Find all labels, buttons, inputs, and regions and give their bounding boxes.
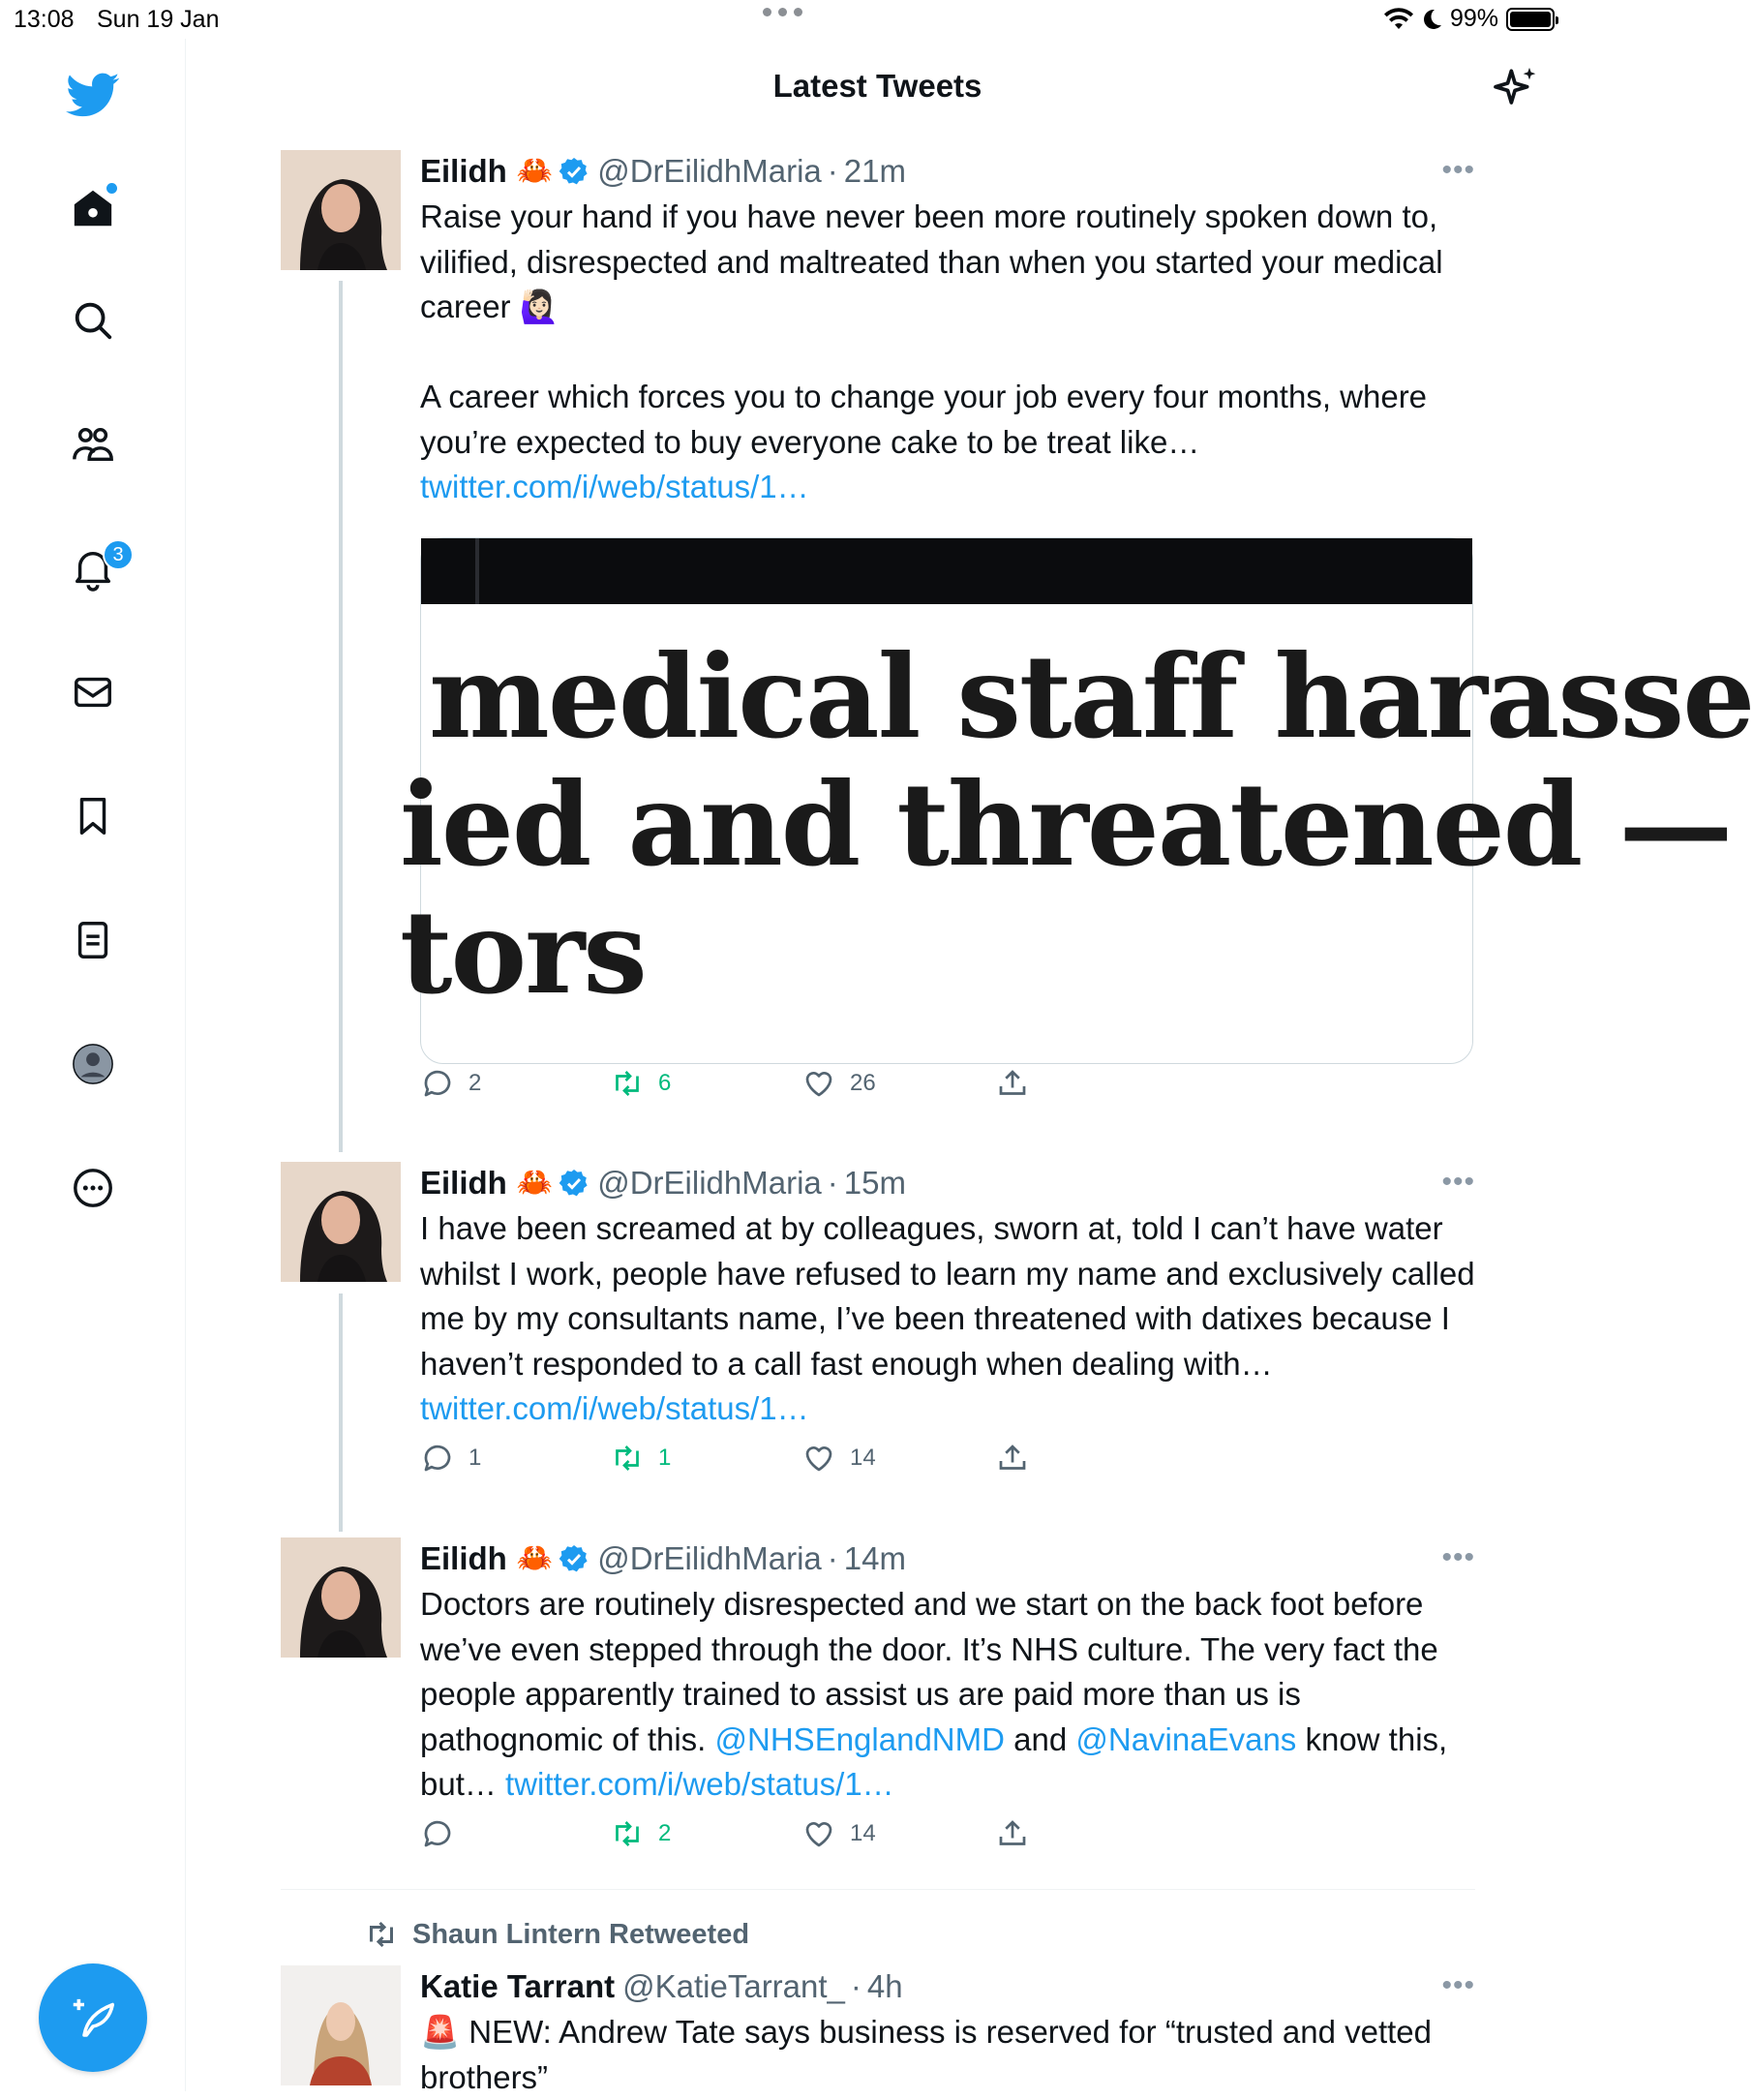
media-headline-line: tors: [400, 885, 646, 1020]
share-icon: [995, 1441, 1030, 1476]
retweet-icon: [610, 1441, 645, 1476]
share-button[interactable]: [995, 1066, 1030, 1101]
tweet-text: 🚨 NEW: Andrew Tate says business is reserved for “trusted and vetted brothers”: [420, 2014, 1433, 2095]
notifications-bell-icon[interactable]: [64, 539, 122, 597]
tweet-text: I have been screamed at by colleagues, sworn at, told I can’t have water whilst I work, people have refused to learn my name and exclusively called me by my consultants name, I’ve been threatened with datixes because I haven’t responded to a call fast enough when dealing with… twitter.com/i/web/status/1…: [420, 1210, 1475, 1426]
retweet-button[interactable]: [610, 1816, 671, 1851]
home-unread-dot: [106, 183, 117, 194]
tweet-time[interactable]: 15m: [843, 1165, 906, 1201]
verified-badge-icon: [559, 156, 589, 187]
share-icon: [995, 1816, 1030, 1851]
sparkle-icon[interactable]: [1489, 62, 1543, 116]
sidebar-nav: [0, 39, 186, 2091]
wifi-icon: [1384, 8, 1413, 31]
reply-count: 1: [468, 1445, 482, 1471]
tweet-header: Eilidh 🦀 @DrEilidhMaria · 14m: [420, 1537, 1475, 1580]
communities-icon[interactable]: [64, 415, 122, 473]
more-options-icon[interactable]: •••: [1441, 154, 1475, 186]
more-options-icon[interactable]: •••: [1441, 1541, 1475, 1573]
crab-emoji: 🦀: [516, 1542, 554, 1574]
tweet[interactable]: [281, 1537, 1481, 1867]
author-handle[interactable]: @DrEilidhMaria: [597, 1165, 822, 1201]
bookmarks-icon[interactable]: [64, 787, 122, 845]
more-options-icon[interactable]: •••: [1441, 1166, 1475, 1198]
tweet-divider: [281, 1889, 1475, 1890]
like-button[interactable]: [801, 1066, 876, 1101]
verified-badge-icon: [559, 1543, 589, 1574]
twitter-logo-icon[interactable]: [64, 66, 122, 124]
tweet-actions: [420, 1441, 1098, 1479]
retweet-count: 1: [658, 1445, 672, 1471]
tweet[interactable]: [281, 150, 1753, 1118]
tweet-text: Doctors are routinely disrespected and we start on the back foot before we’ve even stepped through the door. It’s NHS culture. The very fact the people apparently trained to assist us are paid more than us is pathognomic of this. @NHSEnglandNMD and @NavinaEvans know this, but… twitter.com/i/web/status/1…: [420, 1586, 1448, 1802]
tweet-time[interactable]: 4h: [866, 1968, 903, 2004]
mention-link[interactable]: @NavinaEvans: [1075, 1720, 1297, 1757]
retweet-button[interactable]: [610, 1066, 671, 1101]
compose-tweet-button[interactable]: [39, 1963, 147, 2072]
tweet-header: Eilidh 🦀 @DrEilidhMaria · 21m: [420, 150, 1475, 193]
avatar[interactable]: [281, 1162, 401, 1282]
reply-icon: [420, 1441, 455, 1476]
lists-icon[interactable]: [64, 911, 122, 969]
tweet-time[interactable]: 14m: [843, 1540, 906, 1576]
status-bar: [0, 0, 1568, 39]
tweet-link[interactable]: twitter.com/i/web/status/1…: [420, 469, 809, 504]
compose-feather-icon: [67, 1992, 119, 2044]
more-options-icon[interactable]: [64, 1159, 122, 1217]
tweet-media-image[interactable]: [400, 537, 1753, 1064]
messages-envelope-icon[interactable]: [64, 663, 122, 721]
media-headline-line: medical staff harasse: [429, 629, 1753, 764]
author-name[interactable]: Eilidh: [420, 1540, 507, 1576]
heart-icon: [801, 1816, 836, 1851]
battery-percent: 99%: [1449, 5, 1498, 32]
reply-button[interactable]: [420, 1066, 481, 1101]
author-name[interactable]: Eilidh: [420, 153, 507, 189]
like-button[interactable]: [801, 1816, 876, 1851]
reply-button[interactable]: [420, 1441, 481, 1476]
author-handle[interactable]: @KatieTarrant_: [622, 1968, 845, 2004]
tweet[interactable]: [281, 1965, 1481, 2095]
reply-icon: [420, 1066, 455, 1101]
verified-badge-icon: [559, 1168, 589, 1199]
timeline-header: [187, 39, 1568, 136]
tweet-actions: [420, 1066, 1098, 1105]
retweeted-by-label[interactable]: Shaun Lintern Retweeted: [364, 1917, 749, 1952]
status-time: 13:08: [14, 6, 75, 33]
like-count: 26: [850, 1070, 876, 1096]
heart-icon: [801, 1441, 836, 1476]
tweet[interactable]: [281, 1162, 1481, 1491]
media-headline-line: ied and threatened —: [400, 757, 1732, 892]
moon-icon: [1421, 8, 1442, 31]
tweet-header: Katie Tarrant @KatieTarrant_ · 4h: [420, 1965, 1475, 2008]
notifications-badge: 3: [103, 539, 134, 570]
crab-emoji: 🦀: [516, 1167, 554, 1199]
crab-emoji: 🦀: [516, 155, 554, 187]
author-name[interactable]: Eilidh: [420, 1165, 507, 1201]
reply-icon: [420, 1816, 455, 1851]
retweet-icon: [610, 1816, 645, 1851]
share-button[interactable]: [995, 1816, 1030, 1851]
profile-avatar-icon[interactable]: [64, 1035, 122, 1093]
retweet-count: 2: [658, 1820, 672, 1846]
share-button[interactable]: [995, 1441, 1030, 1476]
author-handle[interactable]: @DrEilidhMaria: [597, 153, 822, 189]
multitasking-dots[interactable]: [763, 8, 802, 16]
retweet-button[interactable]: [610, 1441, 671, 1476]
tweet-time[interactable]: 21m: [843, 153, 906, 189]
author-name[interactable]: Katie Tarrant: [420, 1968, 616, 2004]
status-date: Sun 19 Jan: [97, 6, 220, 33]
retweet-icon: [364, 1917, 399, 1952]
retweet-icon: [610, 1066, 645, 1101]
tweet-link[interactable]: twitter.com/i/web/status/1…: [420, 1390, 809, 1426]
avatar[interactable]: [281, 1965, 401, 2085]
more-options-icon[interactable]: •••: [1441, 1969, 1475, 2001]
avatar[interactable]: [281, 150, 401, 270]
retweet-count: 6: [658, 1070, 672, 1096]
battery-icon: [1506, 8, 1555, 31]
reply-count: 2: [468, 1070, 482, 1096]
author-handle[interactable]: @DrEilidhMaria: [597, 1540, 822, 1576]
tweet-header: Eilidh 🦀 @DrEilidhMaria · 15m: [420, 1162, 1475, 1204]
like-button[interactable]: [801, 1441, 876, 1476]
page-title: Latest Tweets: [772, 68, 982, 104]
like-count: 14: [850, 1445, 876, 1471]
tweet-link[interactable]: twitter.com/i/web/status/1…: [505, 1766, 894, 1802]
avatar[interactable]: [281, 1537, 401, 1658]
reply-button[interactable]: [420, 1816, 468, 1851]
tweet-actions: [420, 1816, 1098, 1855]
mention-link[interactable]: @NHSEnglandNMD: [714, 1720, 1005, 1757]
home-icon[interactable]: [64, 179, 122, 237]
share-icon: [995, 1066, 1030, 1101]
tweet-text: Raise your hand if you have never been more routinely spoken down to, vilified, disrespected and maltreated than when you started your medical career 🙋🏻‍♀️ A career which forces you to change your job every four months, where you’re expected to buy everyone cake to be treat like… twitter.com/i/web/status/1…: [420, 198, 1443, 504]
search-icon[interactable]: [64, 291, 122, 350]
heart-icon: [801, 1066, 836, 1101]
like-count: 14: [850, 1820, 876, 1846]
